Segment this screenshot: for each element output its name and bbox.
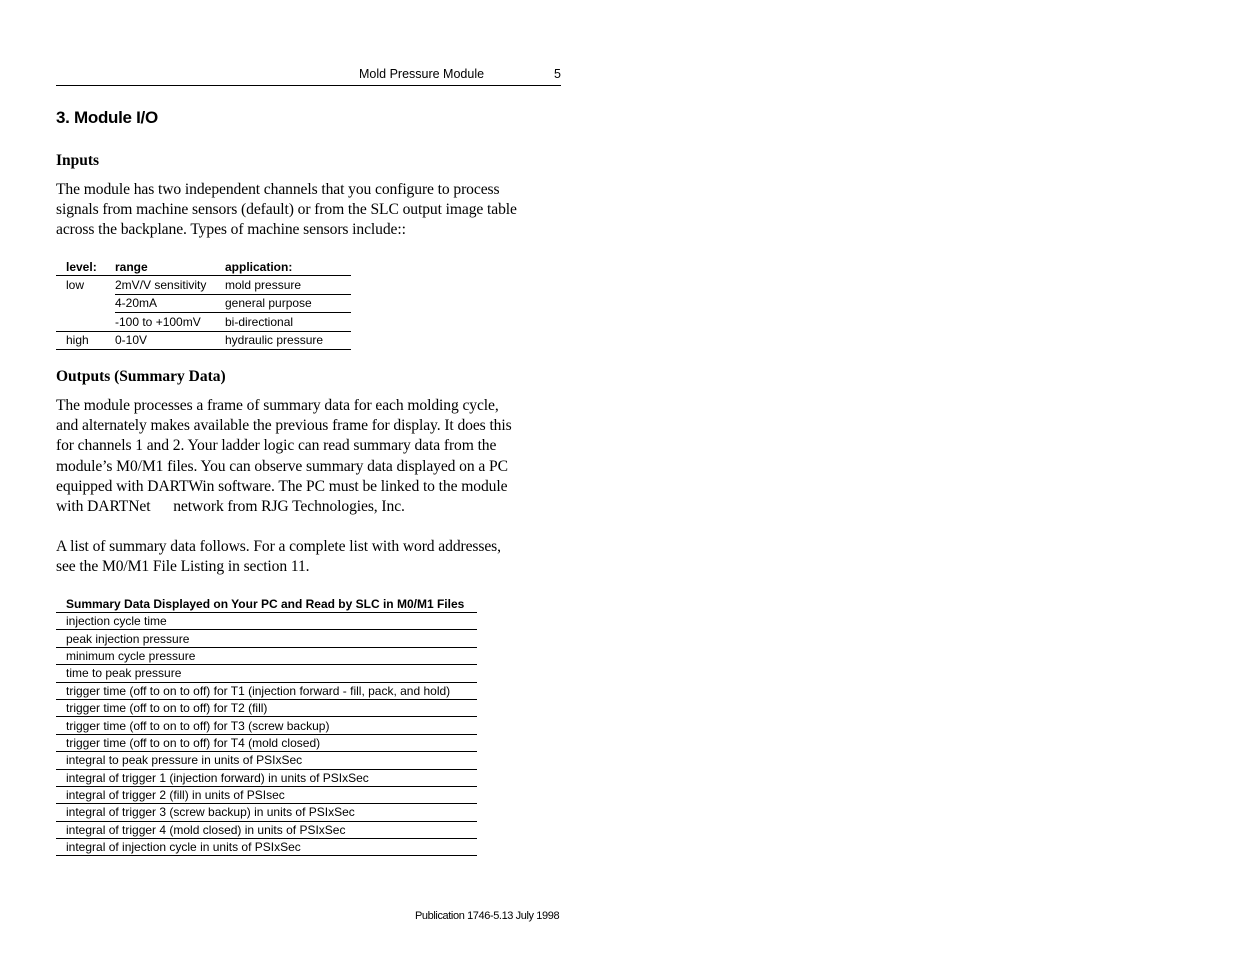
summary-data-table bbox=[56, 595, 477, 856]
table-row bbox=[56, 699, 477, 716]
table-row bbox=[56, 682, 477, 699]
summary-row-cell: integral of trigger 2 (fill) in units of PSIsec bbox=[56, 786, 477, 803]
header-title: Mold Pressure Module bbox=[359, 67, 485, 81]
table-row bbox=[56, 313, 351, 331]
outputs-heading: Outputs (Summary Data) bbox=[56, 368, 226, 385]
table-row bbox=[56, 804, 477, 821]
inputs-line: The module has two independent channels that you configure to process bbox=[56, 181, 500, 198]
summary-row-cell: time to peak pressure bbox=[56, 665, 477, 682]
inputs-heading: Inputs bbox=[56, 152, 100, 169]
running-header bbox=[56, 66, 561, 86]
summary-intro-line: A list of summary data follows. For a complete list with word addresses, bbox=[56, 538, 501, 555]
summary-row-cell: trigger time (off to on to off) for T2 (fill) bbox=[56, 699, 477, 716]
summary-row-cell: trigger time (off to on to off) for T3 (screw backup) bbox=[56, 717, 477, 734]
outputs-line: The module processes a frame of summary data for each molding cycle, bbox=[56, 397, 499, 414]
inputs-paragraph bbox=[56, 180, 562, 241]
range-cell: 0-10V bbox=[115, 331, 225, 349]
summary-row-cell: integral of trigger 1 (injection forward) in units of PSIxSec bbox=[56, 769, 477, 786]
outputs-line: for channels 1 and 2. Your ladder logic can read summary data from the bbox=[56, 437, 497, 455]
table-row bbox=[56, 769, 477, 786]
summary-intro-line: see the M0/M1 File Listing in section 11. bbox=[56, 558, 310, 576]
table-row bbox=[56, 665, 477, 682]
summary-row-cell: integral to peak pressure in units of PSIxSec bbox=[56, 752, 477, 769]
level-cell: low bbox=[66, 278, 85, 293]
summary-row-cell: trigger time (off to on to off) for T4 (mold closed) bbox=[56, 734, 477, 751]
table-row bbox=[56, 294, 351, 312]
table-row bbox=[56, 276, 351, 294]
table-row bbox=[56, 717, 477, 734]
table-row bbox=[56, 613, 477, 630]
column-header-range: range bbox=[115, 258, 225, 276]
summary-table-header: Summary Data Displayed on Your PC and Read by SLC in M0/M1 Files bbox=[56, 595, 477, 613]
summary-row-cell: injection cycle time bbox=[56, 613, 477, 630]
page-number: 5 bbox=[554, 67, 561, 81]
inputs-line: signals from machine sensors (default) or from the SLC output image table bbox=[56, 201, 517, 219]
range-cell: 2mV/V sensitivity bbox=[115, 276, 225, 294]
table-row bbox=[56, 752, 477, 769]
summary-row-cell: integral of trigger 4 (mold closed) in units of PSIxSec bbox=[56, 821, 477, 838]
section-title: 3. Module I/O bbox=[56, 108, 158, 127]
outputs-line: with DARTNet network from RJG Technologies, Inc. bbox=[56, 498, 405, 516]
application-cell: general purpose bbox=[225, 294, 351, 312]
table-header-row bbox=[56, 595, 477, 613]
publication-footer: Publication 1746-5.13 July 1998 bbox=[415, 910, 560, 922]
column-header-application: application: bbox=[225, 258, 351, 276]
table-row bbox=[56, 821, 477, 838]
table-row bbox=[56, 786, 477, 803]
table-header-row bbox=[56, 258, 351, 276]
column-header-level: level: bbox=[56, 258, 115, 276]
summary-intro-paragraph bbox=[56, 537, 562, 577]
level-cell bbox=[56, 294, 115, 312]
range-cell: 4-20mA bbox=[115, 294, 225, 312]
summary-row-cell: integral of injection cycle in units of PSIxSec bbox=[56, 839, 477, 856]
sensor-levels-table bbox=[56, 258, 351, 350]
level-cell bbox=[56, 313, 115, 331]
level-cell: high bbox=[56, 331, 115, 349]
range-cell: -100 to +100mV bbox=[115, 313, 225, 331]
table-row bbox=[56, 734, 477, 751]
summary-row-cell: peak injection pressure bbox=[56, 630, 477, 647]
table-row bbox=[56, 630, 477, 647]
application-cell: mold pressure bbox=[225, 276, 351, 294]
application-cell: hydraulic pressure bbox=[225, 331, 351, 349]
application-cell: bi-directional bbox=[225, 313, 351, 331]
table-row bbox=[56, 839, 477, 856]
outputs-line: equipped with DARTWin software. The PC must be linked to the module bbox=[56, 477, 508, 495]
table-row bbox=[56, 331, 351, 349]
inputs-line: across the backplane. Types of machine sensors include:: bbox=[56, 221, 406, 239]
summary-row-cell: trigger time (off to on to off) for T1 (injection forward - fill, pack, and hold) bbox=[56, 682, 477, 699]
outputs-paragraph bbox=[56, 396, 562, 517]
outputs-line: and alternately makes available the previous frame for display. It does this bbox=[56, 417, 512, 435]
table-row bbox=[56, 647, 477, 664]
outputs-line: module’s M0/M1 files. You can observe summary data displayed on a PC bbox=[56, 457, 508, 475]
summary-row-cell: minimum cycle pressure bbox=[56, 647, 477, 664]
summary-row-cell: integral of trigger 3 (screw backup) in units of PSIxSec bbox=[56, 804, 477, 821]
